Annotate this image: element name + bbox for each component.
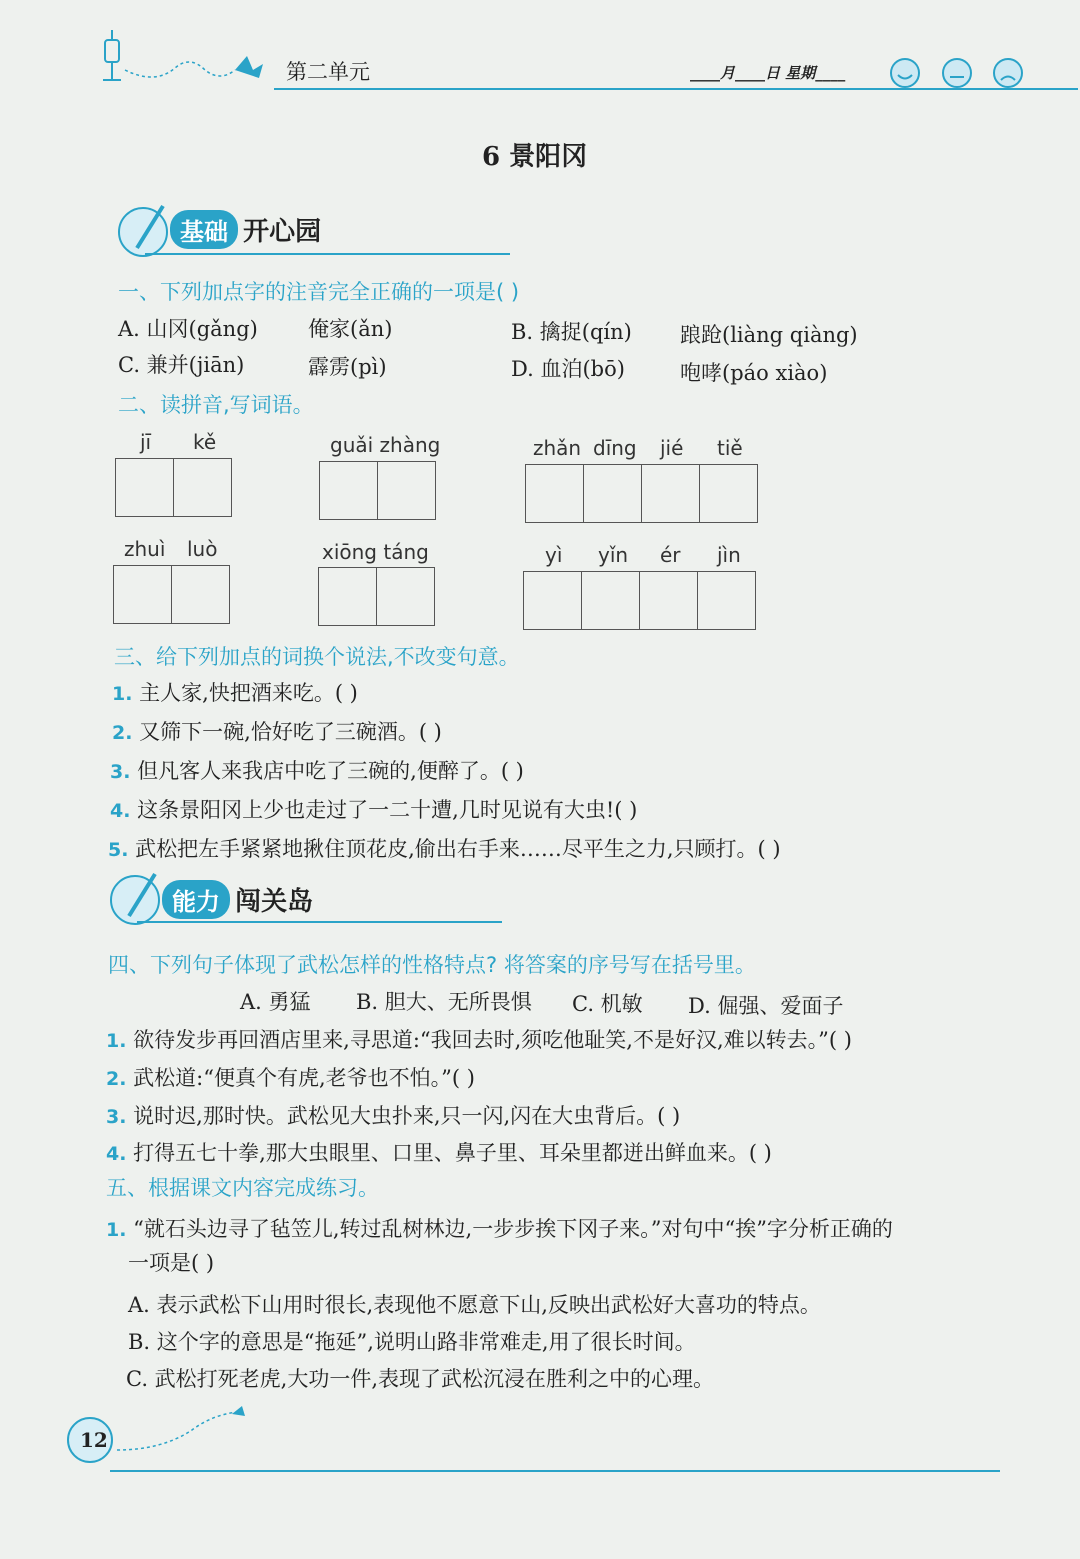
- q5-title: 五、根据课文内容完成练习。: [106, 1176, 379, 1200]
- q3-item-4: 4. 这条景阳冈上少也走过了一二十遭,几时见说有大虫!( ): [110, 798, 638, 822]
- write-boxes-3[interactable]: [525, 464, 758, 523]
- section-basic-badge: 基础: [170, 210, 238, 249]
- section-ability-title: 闯关岛: [235, 887, 314, 917]
- write-boxes-6[interactable]: [523, 571, 756, 630]
- write-boxes-4[interactable]: [113, 565, 230, 624]
- q3-item-3: 3. 但凡客人来我店中吃了三碗的,便醉了。( ): [110, 759, 524, 783]
- pinyin-4b: luò: [187, 537, 218, 561]
- q3-item-1: 1. 主人家,快把酒来吃。( ): [112, 681, 358, 705]
- pinyin-2: guǎi zhàng: [330, 433, 441, 457]
- q5-stem-line2: 一项是( ): [128, 1251, 215, 1275]
- section-basic-banner: [170, 210, 321, 249]
- page-number: 12: [80, 1428, 108, 1452]
- q4-item-4: 4. 打得五七十拳,那大虫眼里、口里、鼻子里、耳朵里都迸出鲜血来。( ): [106, 1141, 772, 1165]
- pinyin-6d: jìn: [717, 543, 741, 567]
- pinyin-3c: jié: [660, 436, 684, 460]
- q5-option-c: C. 武松打死老虎,大功一件,表现了武松沉浸在胜利之中的心理。: [126, 1367, 715, 1391]
- section-ability-banner: [162, 880, 313, 919]
- q4-item-1: 1. 欲待发步再回酒店里来,寻思道:“我回去时,须吃他耻笑,不是好汉,难以转去。”( ): [106, 1028, 852, 1052]
- pinyin-3d: tiě: [717, 436, 743, 460]
- q5-option-b: B. 这个字的意思是“拖延”,说明山路非常难走,用了很长时间。: [128, 1330, 696, 1354]
- q3-item-2: 2. 又筛下一碗,恰好吃了三碗酒。( ): [112, 720, 442, 744]
- q4-item-3: 3. 说时迟,那时快。武松见大虫扑来,只一闪,闪在大虫背后。( ): [106, 1104, 681, 1128]
- pinyin-1a: jī: [140, 430, 152, 454]
- pinyin-6b: yǐn: [598, 543, 629, 567]
- q5-stem-line1: 1. “就石头边寻了毡笠儿,转过乱树林边,一步步挨下冈子来。”对句中“挨”字分析正确的: [106, 1217, 893, 1241]
- pinyin-6a: yì: [545, 543, 563, 567]
- q1-option-b-second: 踉跄(liàng qiàng): [680, 323, 858, 347]
- q1-option-d-second: 咆哮(páo xiào): [680, 361, 828, 385]
- write-boxes-2[interactable]: [319, 461, 436, 520]
- q4-choice-b: B. 胆大、无所畏惧: [356, 990, 532, 1014]
- q4-choice-d: D. 倔强、爱面子: [688, 994, 844, 1018]
- pinyin-6c: ér: [660, 543, 681, 567]
- lamp-butterfly-decoration: [95, 30, 285, 90]
- q1-option-a-second: 俺家(ǎn): [308, 317, 393, 341]
- write-boxes-5[interactable]: [318, 567, 435, 626]
- q1-option-b: B. 擒捉(qín): [511, 320, 632, 344]
- pinyin-1b: kě: [193, 430, 217, 454]
- write-boxes-1[interactable]: [115, 458, 232, 517]
- q3-item-5: 5. 武松把左手紧紧地揪住顶花皮,偷出右手来……尽平生之力,只顾打。( ): [108, 837, 781, 861]
- mood-faces-icon: [888, 56, 1028, 90]
- q1-option-c-second: 霹雳(pì): [308, 355, 387, 379]
- footer-rule: [110, 1470, 1000, 1472]
- pinyin-5: xiōng táng: [322, 540, 429, 564]
- q1-option-c: C. 兼并(jiān): [118, 353, 245, 377]
- q1-option-d: D. 血泊(bō): [511, 357, 625, 381]
- unit-label: 第二单元: [286, 60, 370, 84]
- section-basic-title: 开心园: [243, 217, 322, 247]
- q4-choice-a: A. 勇猛: [240, 990, 311, 1014]
- pinyin-4a: zhuì: [124, 537, 166, 561]
- date-fields: ____月____日 星期____: [690, 64, 846, 82]
- q4-title: 四、下列句子体现了武松怎样的性格特点? 将答案的序号写在括号里。: [108, 953, 756, 977]
- q1-title: 一、下列加点字的注音完全正确的一项是( ): [118, 280, 520, 304]
- q4-choice-c: C. 机敏: [572, 992, 643, 1016]
- q5-option-a: A. 表示武松下山用时很长,表现他不愿意下山,反映出武松好大喜功的特点。: [128, 1293, 821, 1317]
- q4-item-2: 2. 武松道:“便真个有虎,老爷也不怕。”( ): [106, 1066, 475, 1090]
- lesson-title: 6 景阳冈: [482, 142, 588, 172]
- q3-title: 三、给下列加点的词换个说法,不改变句意。: [114, 645, 520, 669]
- pinyin-3a: zhǎn: [533, 436, 582, 460]
- section-ability-badge: 能力: [162, 880, 230, 919]
- pinyin-3b: dīng: [593, 436, 637, 460]
- q1-option-a: A. 山冈(gǎng): [118, 317, 258, 341]
- q2-title: 二、读拼音,写词语。: [118, 393, 314, 417]
